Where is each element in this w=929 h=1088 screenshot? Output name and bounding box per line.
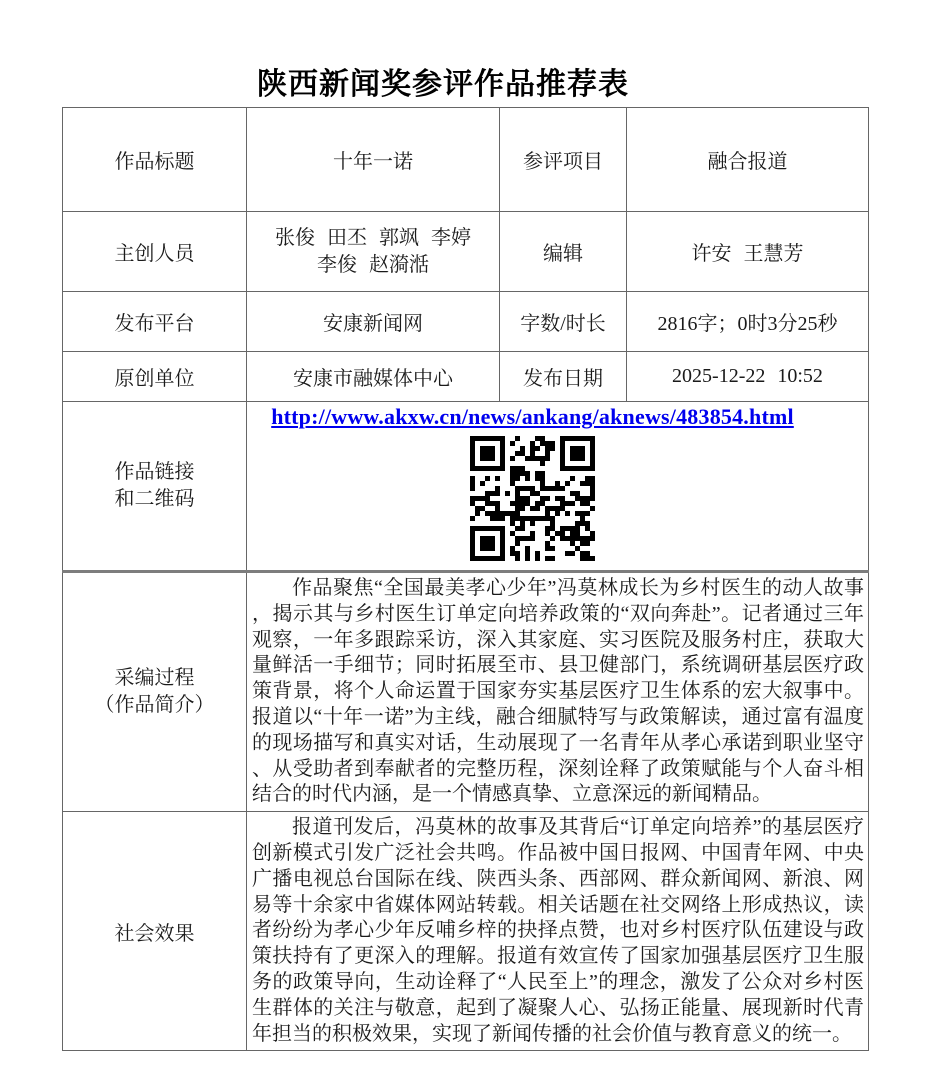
social-effect-text-cell	[247, 812, 869, 1051]
qr-code-icon	[465, 435, 600, 562]
label-platform: 发布平台	[63, 292, 247, 352]
process-text-cell	[247, 572, 869, 812]
table-row-platform	[63, 292, 869, 352]
table-row-process	[63, 572, 869, 812]
label-original-unit: 原创单位	[63, 352, 247, 402]
table-row-social-effect	[63, 812, 869, 1051]
value-platform: 安康新闻网	[247, 292, 500, 352]
table-row-creators	[63, 212, 869, 292]
value-entry-category: 融合报道	[627, 108, 869, 212]
label-entry-category: 参评项目	[500, 108, 627, 212]
table-row-original-unit	[63, 352, 869, 402]
page-title: 陕西新闻奖参评作品推荐表	[257, 68, 629, 101]
label-process-line2: （作品简介）	[94, 694, 215, 717]
value-work-title: 十年一诺	[247, 108, 500, 212]
article-link[interactable]: http://www.akxw.cn/news/ankang/aknews/483854.html	[271, 404, 794, 429]
label-publish-date: 发布日期	[500, 352, 627, 402]
label-link-line2: 和二维码	[114, 488, 195, 510]
label-work-title: 作品标题	[63, 108, 247, 212]
table-row-title	[63, 108, 869, 212]
label-link-line1: 作品链接	[114, 461, 195, 483]
table-row-link-qr	[63, 402, 869, 572]
creators-line1: 张俊 田丕 郭飒 李婷	[275, 226, 471, 249]
label-link-qr	[63, 402, 247, 572]
value-publish-date: 2025-12-22 10:52	[627, 352, 869, 402]
value-length: 2816字；0时3分25秒	[627, 292, 869, 352]
link-qr-cell	[247, 402, 869, 572]
social-effect-text: 报道刊发后，冯莫林的故事及其背后“订单定向培养”的基层医疗创新模式引发广泛社会共鸣。作品被中国日报网、中国青年网、中央广播电视总台国际在线、陕西头条、西部网、群众新闻网、新浪、网易等十余家中省媒体网站转载。相关话题在社交网络上形成热议，读者纷纷为孝心少年反哺乡梓的抉择点赞，也对乡村医疗队伍建设与政策扶持有了更深入的理解。报道有效宣传了国家加强基层医疗卫生服务的政策导向，生动诠释了“人民至上”的理念，激发了公众对乡村医生群体的关注与敬意，起到了凝聚人心、弘扬正能量、展现新时代青年担当的积极效果，实现了新闻传播的社会价值与教育意义的统一。	[252, 816, 864, 1045]
value-creators	[247, 212, 500, 292]
label-process	[63, 572, 247, 812]
label-length: 字数/时长	[500, 292, 627, 352]
label-process-line1: 采编过程	[114, 667, 195, 690]
label-creators: 主创人员	[63, 212, 247, 292]
value-original-unit: 安康市融媒体中心	[247, 352, 500, 402]
label-editor: 编辑	[500, 212, 627, 292]
label-social-effect: 社会效果	[63, 812, 247, 1051]
value-editor: 许安 王慧芳	[627, 212, 869, 292]
recommendation-table	[62, 107, 869, 1051]
process-text: 作品聚焦“全国最美孝心少年”冯莫林成长为乡村医生的动人故事，揭示其与乡村医生订单定向培养政策的“双向奔赴”。记者通过三年观察，一年多跟踪采访，深入其家庭、实习医院及服务村庄，获取大量鲜活一手细节；同时拓展至市、县卫健部门，系统调研基层医疗政策背景，将个人命运置于国家夯实基层医疗卫生体系的宏大叙事中。报道以“十年一诺”为主线，融合细腻特写与政策解读，通过富有温度的现场描写和真实对话，生动展现了一名青年从孝心承诺到职业坚守、从受助者到奉献者的完整历程，深刻诠释了政策赋能与个人奋斗相结合的时代内涵，是一个情感真挚、立意深远的新闻精品。	[252, 577, 864, 806]
creators-line2: 李俊 赵漪湉	[317, 253, 429, 276]
